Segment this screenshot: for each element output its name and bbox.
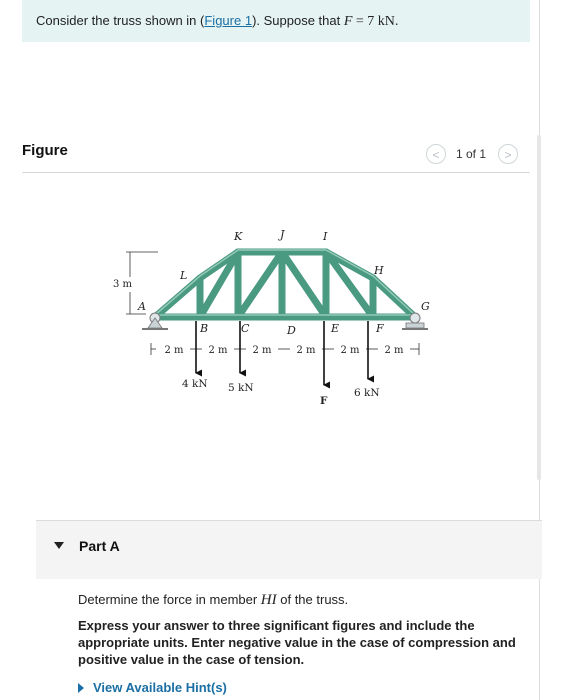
panel-dim-6: 2 m — [384, 345, 404, 356]
label-i: I — [323, 230, 328, 243]
truss-members — [155, 252, 415, 317]
figure-pager — [426, 143, 518, 165]
view-hints-label: View Available Hint(s) — [93, 680, 227, 695]
load-label-6kn: 6 kN — [354, 387, 380, 399]
load-label-4kn: 4 kN — [182, 378, 208, 390]
problem-statement — [22, 0, 530, 42]
problem-prefix: Consider the truss shown in ( — [36, 13, 205, 28]
figure-divider — [22, 172, 530, 173]
prev-figure-button[interactable]: < — [426, 144, 446, 164]
figure-title: Figure — [22, 142, 68, 159]
label-e: E — [331, 322, 340, 335]
label-g: G — [421, 300, 430, 313]
panel-dim-4: 2 m — [296, 345, 316, 356]
part-a-question — [78, 592, 348, 609]
scrollbar-thumb[interactable] — [537, 135, 541, 480]
panel-dim-1: 2 m — [164, 345, 184, 356]
figure-link[interactable]: Figure 1 — [204, 13, 253, 28]
label-c: C — [241, 322, 250, 335]
panel-dim-3: 2 m — [252, 345, 272, 356]
label-k: K — [234, 230, 243, 243]
height-dimension: 3 m — [113, 279, 133, 290]
force-variable: F — [343, 14, 353, 29]
label-h: H — [374, 264, 384, 277]
truss-figure — [110, 222, 440, 412]
member-variable: HI — [260, 592, 277, 608]
label-l: L — [180, 269, 188, 282]
label-b: B — [200, 322, 209, 335]
force-value: = 7 kN. — [352, 14, 399, 29]
label-j: J — [280, 228, 285, 241]
figure-count: 1 of 1 — [456, 147, 487, 161]
label-a: A — [138, 300, 146, 313]
question-suffix: of the truss. — [276, 592, 349, 607]
problem-middle: ). Suppose that — [252, 13, 344, 28]
label-f: F — [376, 322, 384, 335]
expand-triangle-icon — [78, 683, 84, 693]
panel-dim-2: 2 m — [208, 345, 228, 356]
part-a-header[interactable] — [36, 521, 542, 579]
part-a-title: Part A — [79, 538, 120, 554]
next-figure-button[interactable]: > — [498, 144, 518, 164]
answer-instructions: Express your answer to three significant figures and include the appropriate units. Enter negative value in the case of compression and positive value in the case of tension. — [78, 618, 516, 667]
load-label-5kn: 5 kN — [228, 382, 254, 394]
label-d: D — [287, 324, 296, 337]
collapse-triangle-icon[interactable] — [54, 542, 64, 549]
load-label-f: F — [320, 395, 328, 407]
panel-dim-5: 2 m — [340, 345, 360, 356]
question-prefix: Determine the force in member — [78, 592, 261, 607]
view-hints-link[interactable] — [78, 680, 227, 695]
